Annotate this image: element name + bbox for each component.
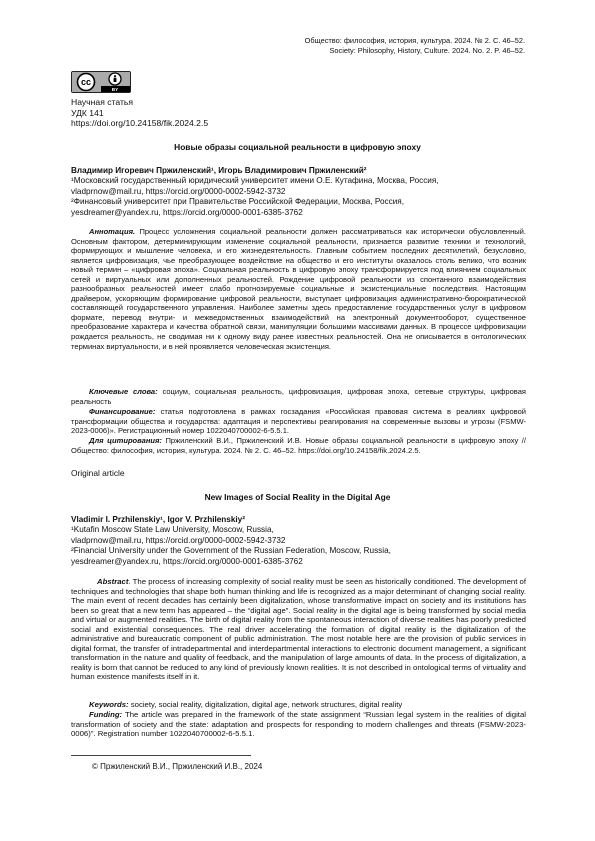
journal-header-en: Society: Philosophy, History, Culture. 2024. No. 2. P. 46–52.	[329, 45, 525, 55]
ru-affiliation-1: ¹Московский государственный юридический университет имени О.Е. Кутафина, Москва, Россия,	[71, 176, 439, 186]
en-affiliation-2: ²Financial University under the Government of the Russian Federation, Moscow, Russia,	[71, 546, 391, 556]
ru-title: Новые образы социальной реальности в цифровую эпоху	[174, 142, 421, 152]
ru-authors-block	[71, 166, 531, 218]
ru-affiliation-1-contacts: vladprnow@mail.ru, https://orcid.org/0000-0002-5942-3732	[71, 186, 286, 196]
cc-by-icon	[72, 72, 130, 92]
cc-by-license-badge[interactable]	[71, 71, 131, 93]
ru-keywords-label: Ключевые слова:	[89, 387, 158, 396]
ru-affiliation-2: ²Финансовый университет при Правительстве Российской Федерации, Москва, Россия,	[71, 197, 404, 207]
svg-text:cc: cc	[80, 77, 92, 88]
journal-header-ru: Общество: философия, история, культура. 2024. № 2. С. 46–52.	[304, 36, 525, 45]
ru-funding-label: Финансирование:	[89, 407, 156, 416]
footnote-rule	[71, 755, 251, 756]
ru-abstract-label: Аннотация.	[89, 227, 136, 236]
en-funding	[71, 710, 526, 739]
en-keywords	[71, 700, 526, 710]
ru-abstract	[71, 227, 526, 351]
svg-text:BY: BY	[111, 87, 119, 92]
en-authors-block	[71, 515, 531, 567]
en-keywords-label: Keywords:	[89, 700, 129, 709]
journal-header	[305, 36, 525, 55]
ru-abstract-text: Процесс усложнения социальной реальности должен рассматриваться как исторически обусловленный. Основным фактором, детерминирующим изменение социальной реальности, признается развитие техники и технологий, формирующих и мышление человека, и его жизнедеятельность. Главным событием последних десятилетий, безусловно, является цифровизация, чье преобразующее воздействие на общество и его институты оказалось столь велико, что возник новый термин – «цифровая эпоха». Социальная реальность в цифровую эпоху трансформируется под влиянием социальных сетей и виртуальных или дополненных реальностей. Рождение цифровой реальности из спонтанного взаимодействия разнообразных реальностей имеет слабо прогнозируемые социальные и экзистенциальные последствия. Настоящим драйвером, ускоряющим формирование цифровой реальности, выступает цифровизация административно-бюрократической составляющей государственного управления. Наиболее заметны здесь предоставление государственных услуг в цифровом формате, перевод внутри- и межведомственных взаимодействий на электронный документооборот, существенное преобразование характера и качества обратной связи, манипуляции большими массивами данных. В процессе цифровизации рождается реальность, не сводимая ни к одному виду ранее известных реальностей. Она не описывается в онтологических терминах виртуальности, и в ней проявляется человеческая экзистенция.	[71, 227, 526, 351]
article-meta	[71, 97, 208, 129]
ru-funding-text: статья подготовлена в рамках госзадания «Российская правовая система в реалиях цифровой трансформации общества и государства: адаптация и перспективы реагирования на современные вызовы и угрозы (FSMW-2023-0006)». Регистрационный номер 1022040700002-6-5.5.1.	[71, 407, 526, 436]
en-author-names: Vladimir I. Przhilenskiy¹, Igor V. Przhilenskiy²	[71, 515, 245, 524]
en-affiliation-2-contacts: yesdreamer@yandex.ru, https://orcid.org/0000-0001-6385-3762	[71, 556, 303, 566]
en-affiliation-1-contacts: vladprnow@mail.ru, https://orcid.org/0000-0002-5942-3732	[71, 535, 286, 545]
udk: УДК 141	[71, 107, 104, 118]
en-affiliation-1: ¹Kutafin Moscow State Law University, Moscow, Russia,	[71, 525, 274, 535]
en-abstract-label: Abstract	[97, 577, 129, 586]
ru-keywords-text: социум, социальная реальность, цифровизация, цифровая эпоха, сетевые структуры, цифровая реальность	[71, 387, 526, 406]
ru-citation-text: Пржиленский В.И., Пржиленский И.В. Новые образы социальной реальности в цифровую эпоху // Общество: философия, история, культура. 2024. № 2. С. 46–52. https://doi.org/10.24158/fik.2024.2.5.	[71, 436, 526, 455]
ru-citation	[71, 436, 526, 455]
article-type: Научная статья	[71, 97, 134, 107]
en-funding-label: Funding:	[89, 710, 123, 719]
en-title: New Images of Social Reality in the Digital Age	[204, 492, 391, 502]
en-abstract-text: . The process of increasing complexity of social reality must be seen as historically conditioned. The development of techniques and technologies that shape both human thinking and life is recognized as a major determinant of changing social reality. The main event of recent decades has certainly been digitalization, whose transformative impact on society and its institutions has been so great that a new term has appeared – the “digital age”. Social reality in the digital age is being transformed by social media and virtual or augmented realities. The birth of digital reality from the spontaneous interaction of diverse realities has poorly predicted social and existential consequences. The real driver accelerating the formation of digital reality is the digitalization of the administrative and bureaucratic component of public administration. The most notable here are the provision of public services in digital format, the transfer of intradepartmental and interdepartmental interactions to electronic document management, a significant transformation in the nature and quality of feedback, and the manipulation of large amounts of data. In the process of digitalization, a reality is born that cannot be reduced to any kind of previously known realities. It is not described in ontological terms of virtuality and human existence manifests itself in it.	[71, 577, 526, 682]
ru-funding	[71, 407, 526, 436]
ru-citation-label: Для цитирования:	[89, 436, 162, 445]
en-funding-text: The article was prepared in the framework of the state assignment “Russian legal system in the realities of digital transformation of society and the state: adaptation and prospects for responding to modern challenges and threats (FSMW-2023-0006)”. Registration number 1022040700002-6-5.5.1.	[71, 710, 526, 739]
ru-keywords	[71, 387, 526, 406]
en-keywords-text: society, social reality, digitalization, digital age, network structures, digital reality	[128, 700, 403, 709]
ru-author-names: Владимир Игоревич Пржиленский¹, Игорь Владимирович Пржиленский²	[71, 166, 367, 175]
en-abstract	[71, 577, 526, 682]
copyright: © Пржиленский В.И., Пржиленский И.В., 2024	[92, 762, 263, 771]
doi-link[interactable]: https://doi.org/10.24158/fik.2024.2.5	[71, 118, 209, 129]
ru-affiliation-2-contacts: yesdreamer@yandex.ru, https://orcid.org/0000-0001-6385-3762	[71, 207, 303, 217]
en-article-type: Original article	[71, 468, 125, 478]
